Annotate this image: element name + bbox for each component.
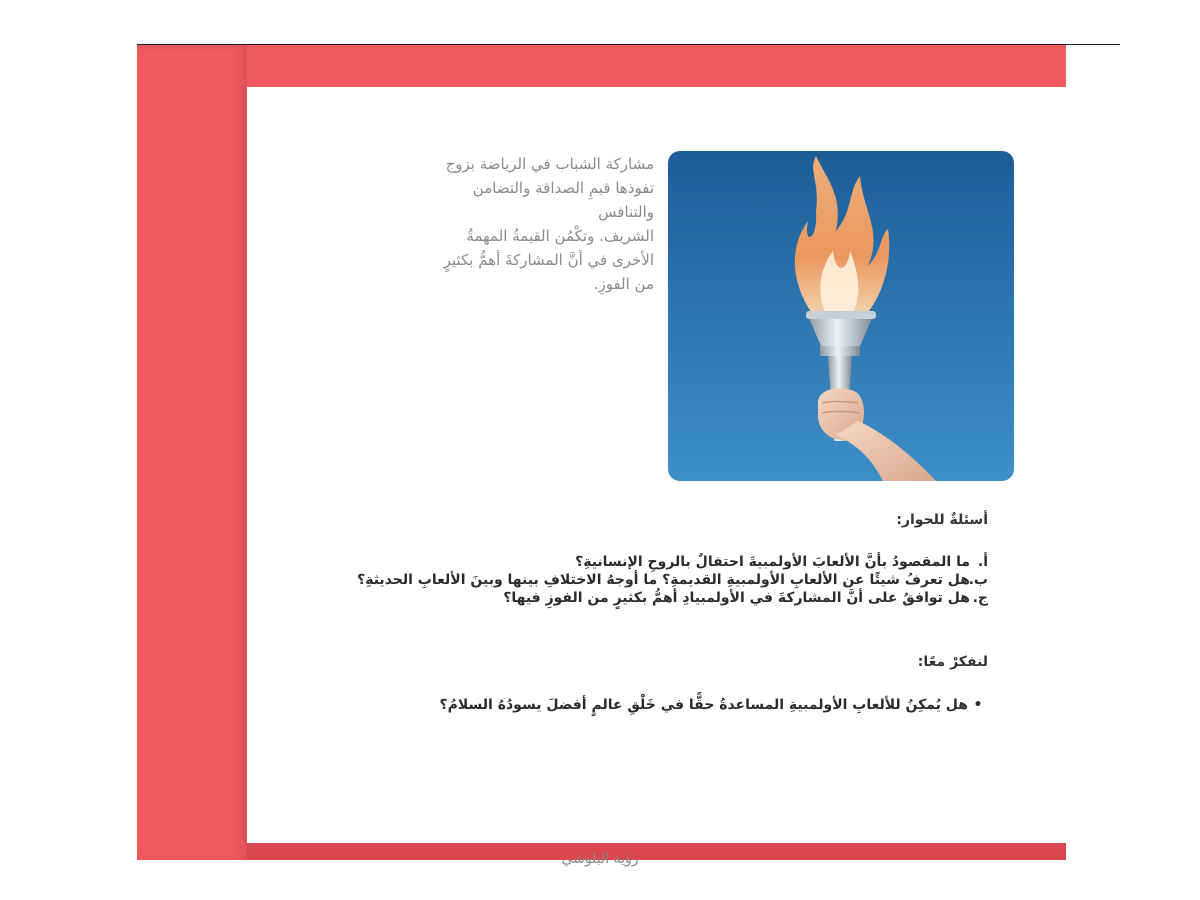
frame-top-band [137,45,1066,87]
dialogue-questions [330,553,988,607]
bullet-icon: • [973,697,983,713]
question-marker: ب. [968,572,988,588]
question-item [330,589,988,607]
caption-line: الشريف. وتكْمُن القيمةُ المهمةُ [466,227,654,245]
think-heading: لنفكرْ معًا: [917,654,988,670]
question-marker: ج. [972,590,988,606]
question-item [330,553,988,571]
watermark: رؤية البلوشي [561,851,639,867]
question-marker: أ. [977,554,988,570]
caption-line: من الفوزِ. [593,275,654,293]
question-item [330,571,988,589]
caption-line: والتنافس [598,203,654,221]
think-bullet-item [300,697,988,713]
photo-caption [330,152,654,296]
frame-left-band [137,45,247,860]
question-text: هل توافقُ على أنَّ المشاركةَ في الأولمبيادِ أهمُّ بكثيرٍ من الفوزِ فيها؟ [503,590,970,606]
question-text: ما المقصودُ بأنَّ الألعابَ الأولمبيةَ احتفالٌ بالروحِ الإنسانيةِ؟ [575,554,970,570]
dialogue-heading: أسئلةٌ للحوار: [896,512,988,528]
caption-line: تفوذها قيمِ الصداقة والتضامن [472,179,654,197]
caption-line: مشاركة الشباب في الرياضة بزوج [445,155,654,173]
think-bullet-text: هل يُمكِنُ للألعابِ الأولمبيةِ المساعدةُ حقًّا في خَلْقِ عالمٍ أفضلَ يسودُهُ السلامُ؟ [439,697,968,713]
question-text: هل تعرفُ شيئًا عن الألعابِ الأولمبيةِ القديمةِ؟ ما أوجهُ الاختلافِ بينها وبينَ الألعابِ الحديثةِ؟ [357,572,970,588]
caption-line: الأخرى في أنَّ المشاركةَ أهمُّ بكثيرٍ [443,251,654,269]
olympic-torch-icon [668,151,1014,481]
